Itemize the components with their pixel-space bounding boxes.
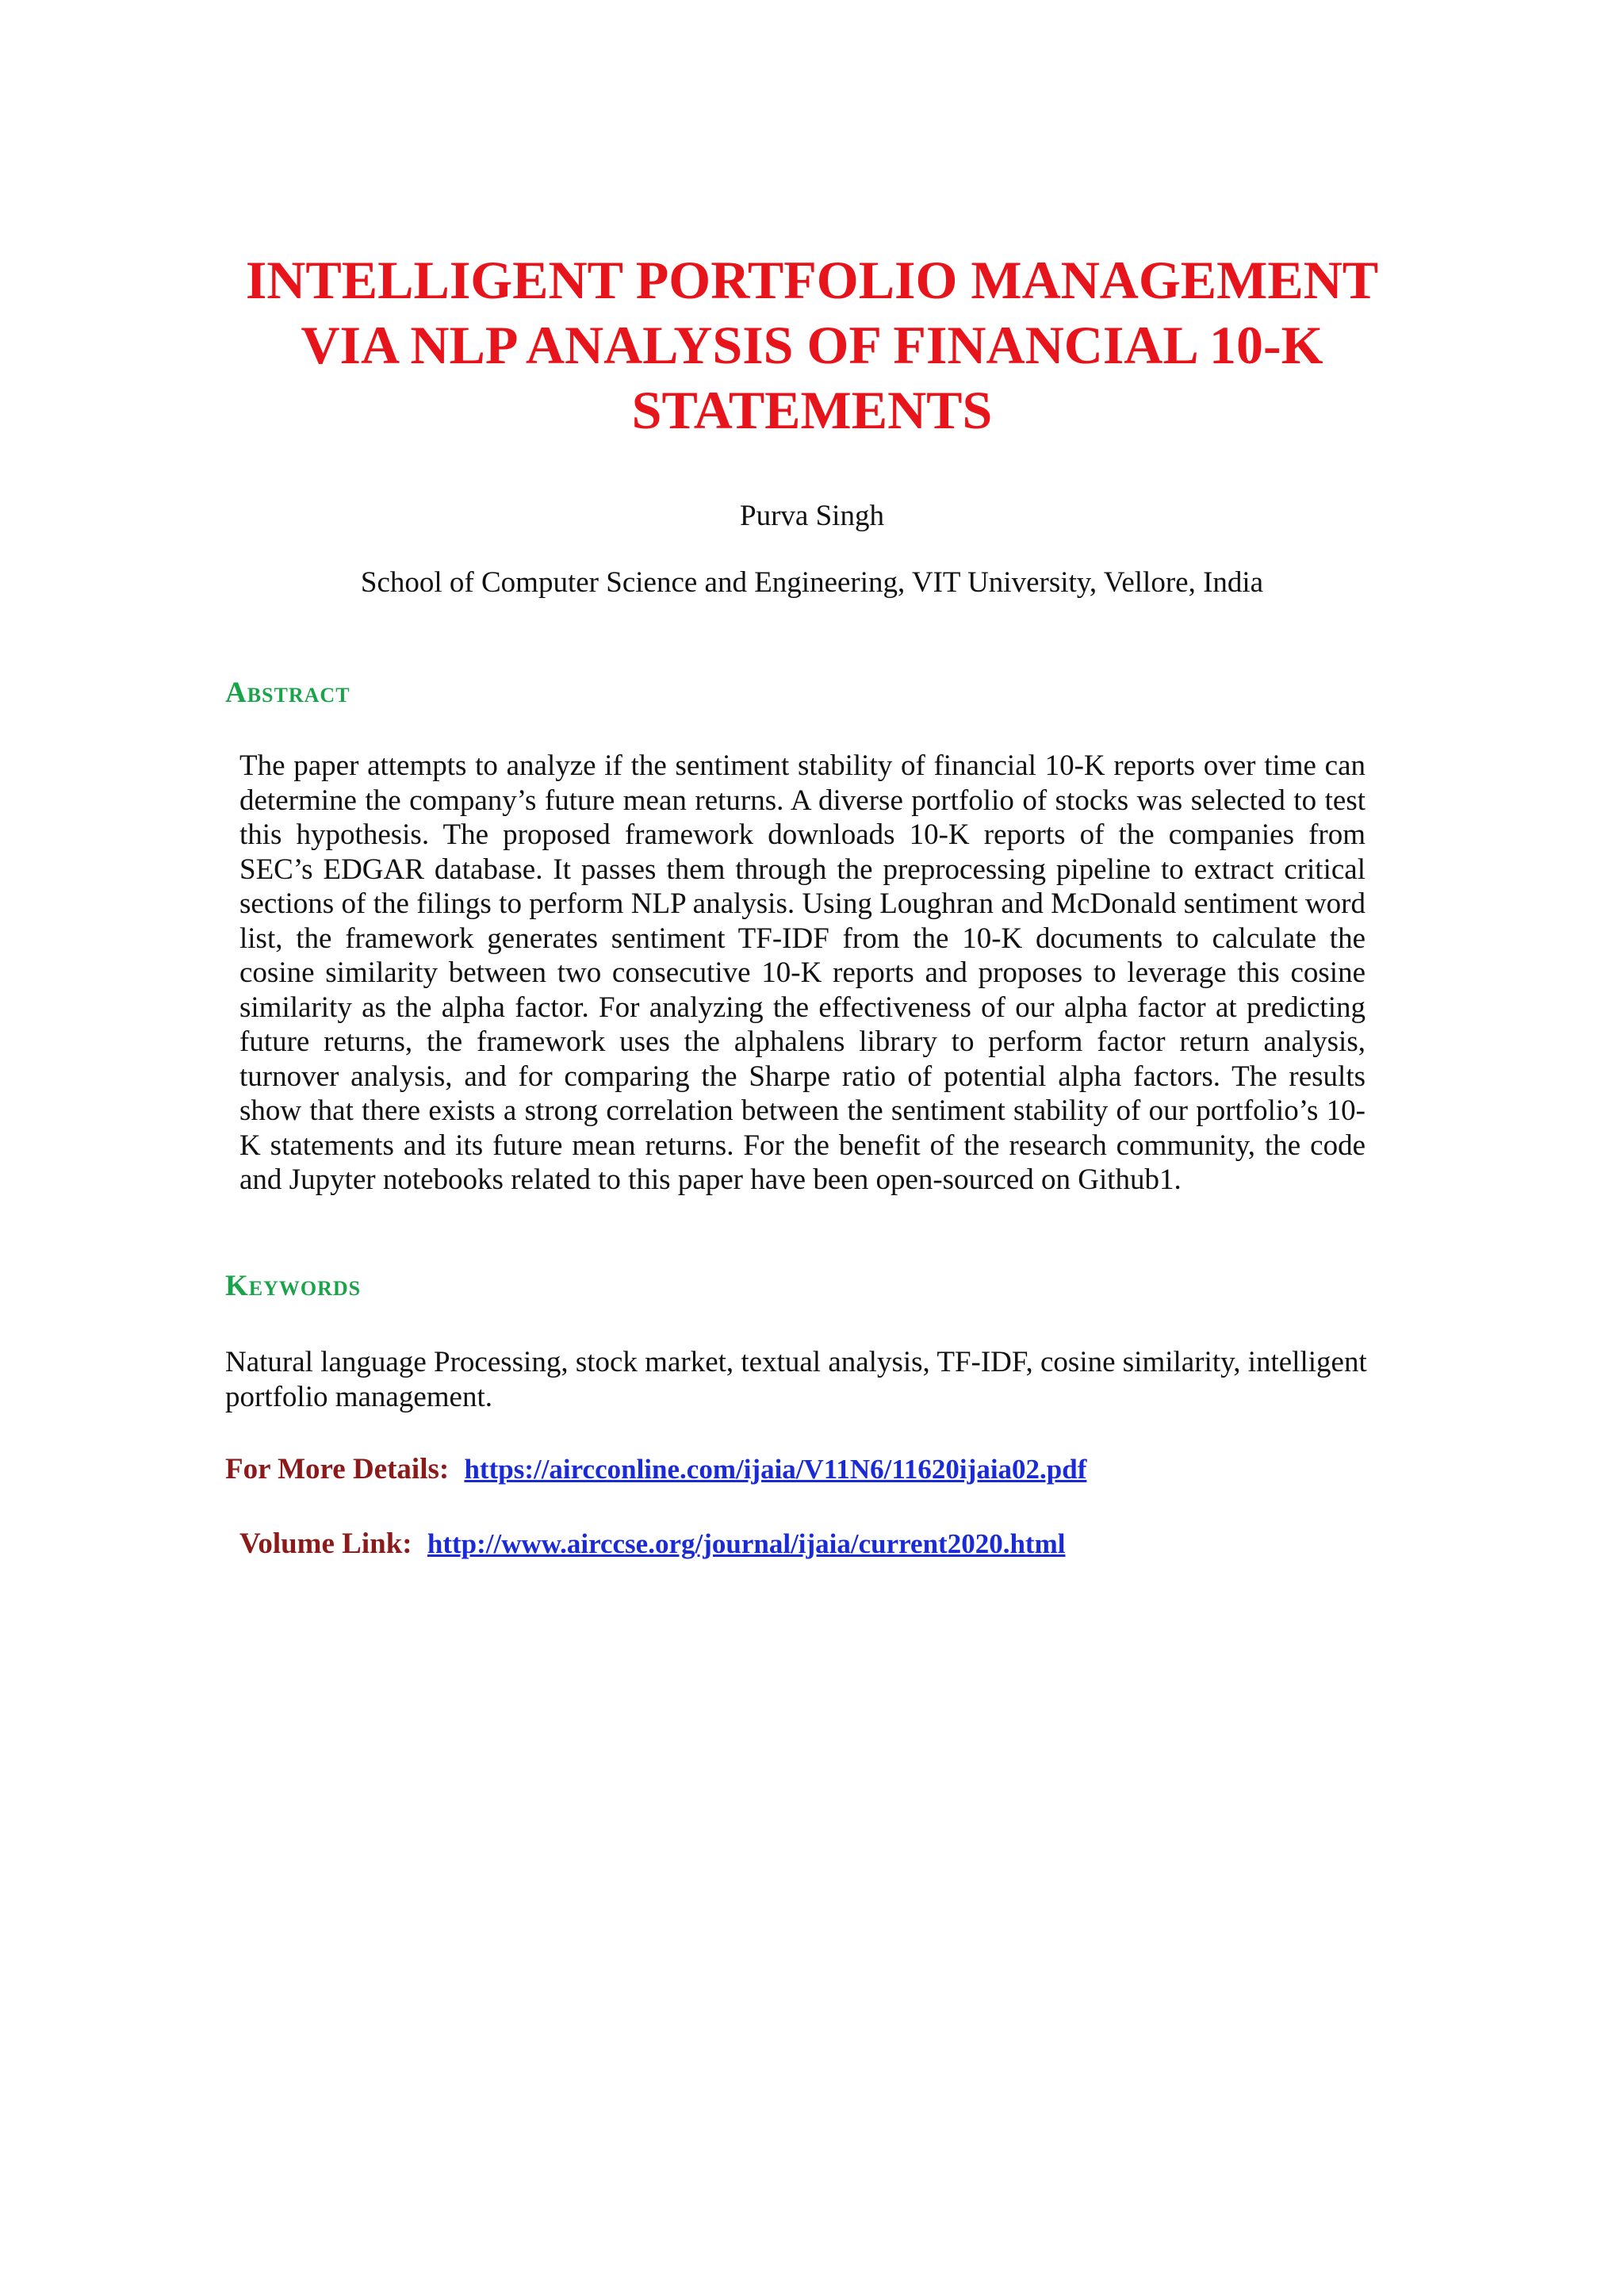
abstract-heading: Abstract <box>225 677 350 709</box>
keywords-heading: Keywords <box>225 1270 362 1302</box>
title-line-2: VIA NLP ANALYSIS OF FINANCIAL 10-K <box>301 315 1323 375</box>
more-details-link[interactable]: https://aircconline.com/ijaia/V11N6/11620ijaia02.pdf <box>464 1454 1087 1485</box>
keywords-text: Natural language Processing, stock market, textual analysis, TF-IDF, cosine similarity, intelligent portfolio management. <box>225 1346 1367 1413</box>
title-line-1: INTELLIGENT PORTFOLIO MANAGEMENT <box>245 250 1379 310</box>
author-affiliation: School of Computer Science and Engineering, VIT University, Vellore, India <box>360 566 1264 599</box>
paper-title <box>159 247 1465 443</box>
more-details-label: For More Details: <box>225 1453 450 1485</box>
volume-link-row <box>239 1526 1065 1562</box>
author-name: Purva Singh <box>740 500 884 532</box>
volume-link-label: Volume Link: <box>239 1527 412 1560</box>
title-line-3: STATEMENTS <box>631 380 993 440</box>
abstract-text: The paper attempts to analyze if the sentiment stability of financial 10-K reports over time can determine the company’s future mean returns. A diverse portfolio of stocks was selected to test this hypothesis. The proposed framework downloads 10-K reports of the companies from SEC’s EDGAR database. It passes them through the preprocessing pipeline to extract critical sections of the filings to perform NLP analysis. Using Loughran and McDonald sentiment word list, the framework generates sentiment TF-IDF from the 10-K documents to calculate the cosine similarity between two consecutive 10-K reports and proposes to leverage this cosine similarity as the alpha factor. For analyzing the effectiveness of our alpha factor at predicting future returns, the framework uses the alphalens library to perform factor return analysis, turnover analysis, and for comparing the Sharpe ratio of potential alpha factors. The results show that there exists a strong correlation between the sentiment stability of our portfolio’s 10-K statements and its future mean returns. For the benefit of the research community, the code and Jupyter notebooks related to this paper have been open-sourced on Github1. <box>239 749 1365 1196</box>
more-details-row <box>225 1451 1086 1488</box>
volume-link[interactable]: http://www.airccse.org/journal/ijaia/current2020.html <box>427 1528 1066 1559</box>
